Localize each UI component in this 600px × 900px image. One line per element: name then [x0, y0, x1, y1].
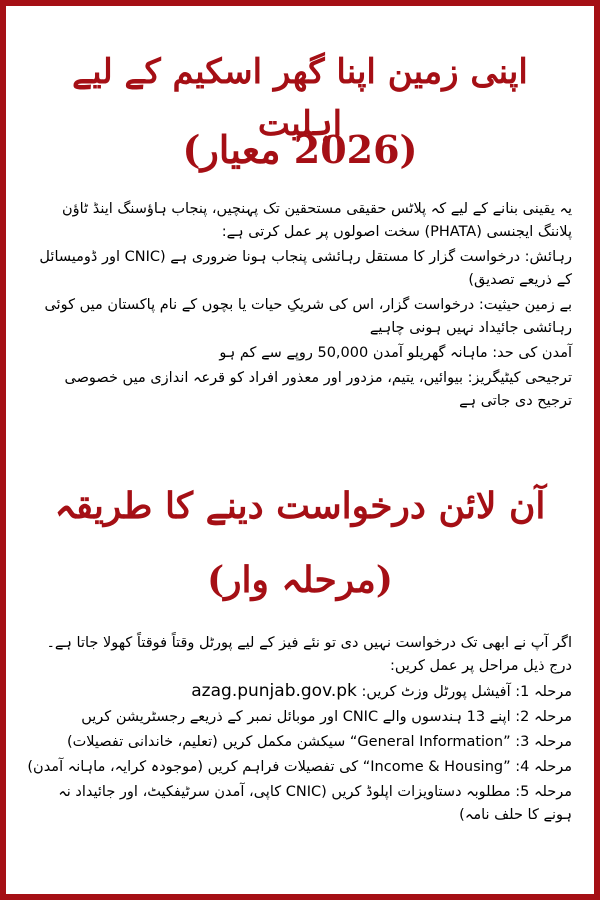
step-3: مرحلہ 3: ”General Information“ سیکشن مکمل کریں (تعلیم، خاندانی تفصیلات): [66, 734, 572, 750]
eligibility-item-landless: بے زمین حیثیت: درخواست گزار، اس کی شریکِ حیات یا بچوں کے نام پاکستان میں کوئی رہائشی جائیداد نہیں ہونی چاہیے: [44, 297, 572, 336]
step-1: [26, 680, 572, 704]
eligibility-item-priority: ترجیحی کیٹیگریز: بیوائیں، یتیم، مزدور اور معذور افراد کو قرعہ اندازی میں خصوصی ترجیح دی جاتی ہے: [64, 370, 572, 409]
portal-url: azag.punjab.gov.pk: [191, 681, 357, 701]
step-by-step-title: (مرحلہ وار): [207, 559, 393, 601]
step-1-label: مرحلہ 1: آفیشل پورٹل وزٹ کریں:: [361, 684, 572, 700]
eligibility-intro: یہ یقینی بنانے کے لیے کہ پلاٹس حقیقی مستحقین تک پہنچیں، پنجاب ہاؤسنگ اینڈ ٹاؤن پلاننگ ایجنسی (PHATA) سخت اصولوں پر عمل کرتی ہے:: [62, 201, 572, 240]
step-5: مرحلہ 5: مطلوبہ دستاویزات اپلوڈ کریں (CNIC کاپی، آمدن سرٹیفکیٹ، اور جائیداد نہ ہونے کا حلف نامہ): [58, 784, 572, 823]
step-4: مرحلہ 4: ”Income & Housing“ کی تفصیلات فراہم کریں (موجودہ کرایہ، ماہانہ آمدن): [27, 759, 572, 775]
apply-section: [26, 632, 572, 829]
eligibility-section: [26, 198, 572, 415]
eligibility-item-income-limit: آمدن کی حد: ماہانہ گھریلو آمدن 50,000 روپے سے کم ہو: [219, 345, 572, 361]
step-2: مرحلہ 2: اپنے 13 ہندسوں والے CNIC اور موبائل نمبر کے ذریعے رجسٹریشن کریں: [81, 709, 572, 725]
main-title: اپنی زمین اپنا گھر اسکیم کے لیے اہلیت: [72, 52, 528, 144]
apply-online-title: آن لائن درخواست دینے کا طریقہ: [54, 485, 546, 527]
criteria-year-title: (2026 معیار): [182, 127, 418, 172]
eligibility-item-residence: رہائش: درخواست گزار کا مستقل رہائشی پنجاب ہونا ضروری ہے (CNIC اور ڈومیسائل کے ذریعے تصدیق): [39, 249, 572, 288]
apply-intro: اگر آپ نے ابھی تک درخواست نہیں دی تو نئے فیز کے لیے پورٹل وقتاً فوقتاً کھولا جاتا ہے۔ درج ذیل مراحل پر عمل کریں:: [46, 635, 572, 674]
